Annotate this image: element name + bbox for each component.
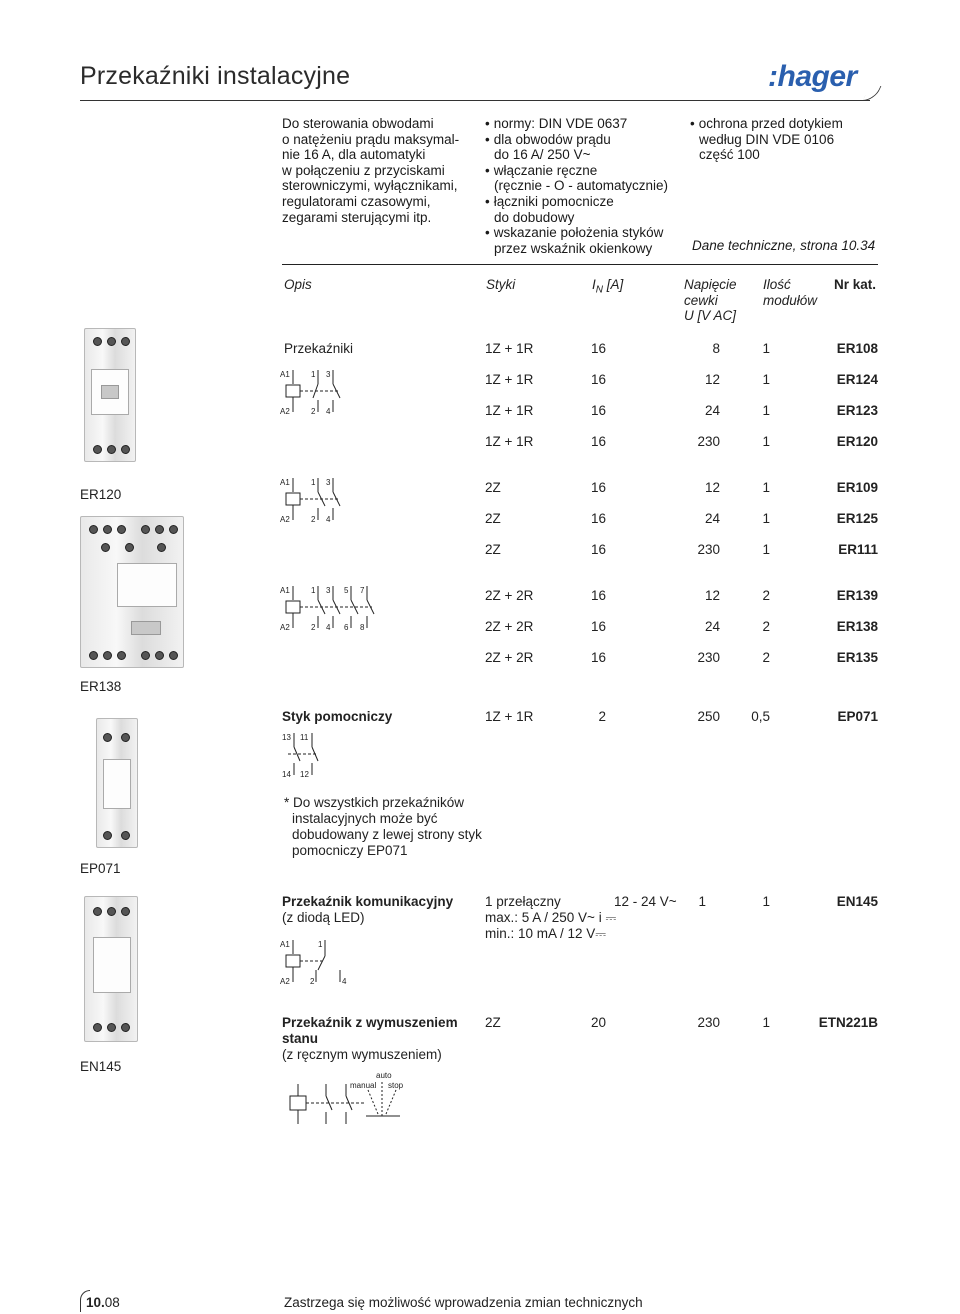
intro-line: nie 16 A, dla automatyki: [282, 147, 426, 163]
cell-modules: 1: [762, 372, 770, 387]
cell-modules: 2: [762, 588, 770, 603]
svg-text:3: 3: [326, 586, 331, 595]
aux-note: * Do wszystkich przekaźników instalacyjnych może być dobudowany z lewej strony styk pomocniczy EP071: [284, 795, 482, 858]
contact-schematic-2z2r: [280, 584, 380, 632]
cell-voltage: 24: [704, 403, 720, 418]
intro-line: Do sterowania obwodami: [282, 116, 434, 131]
er138-product-image: [80, 516, 184, 668]
cell-modules: 2: [762, 619, 770, 634]
svg-text:A2: A2: [280, 407, 290, 416]
tech-data-link[interactable]: Dane techniczne, strona 10.34: [692, 238, 876, 253]
svg-text:1: 1: [311, 370, 316, 379]
cell-voltage: 12: [704, 588, 720, 603]
cell-current: 16: [590, 434, 606, 449]
cell-catalog-number: ER125: [836, 511, 878, 526]
column-header-styki: Styki: [486, 277, 516, 292]
cell-modules: 1: [762, 894, 770, 909]
cell-modules: 1: [762, 511, 770, 526]
cell-catalog-number: ER139: [836, 588, 878, 603]
feature-bullet: • włączanie ręczne: [485, 163, 668, 179]
svg-text:A1: A1: [280, 478, 290, 487]
feature-bullet: • wskazanie położenia styków: [485, 225, 668, 241]
cell-contacts: 2Z + 2R: [485, 650, 534, 665]
cell-current: 16: [590, 619, 606, 634]
column-header-voltage: Napięcie cewki U [V AC]: [684, 277, 737, 324]
svg-text:manual: manual: [350, 1081, 377, 1090]
cell-catalog-number: EP071: [837, 709, 878, 724]
cell-current: 16: [590, 372, 606, 387]
cell-modules: 1: [762, 480, 770, 495]
cell-voltage: 12: [704, 480, 720, 495]
svg-text:3: 3: [326, 370, 331, 379]
footer-note: Zastrzega się możliwość wprowadzenia zmian technicznych: [284, 1295, 643, 1310]
cell-modules: 1: [762, 542, 770, 557]
section-relays: Przekaźniki: [284, 341, 354, 356]
section-comm-relay: Przekaźnik komunikacyjny: [282, 894, 454, 909]
page-number: 10.08: [86, 1295, 120, 1310]
intro-column-2: [485, 116, 668, 256]
cell-voltage: 12: [704, 372, 720, 387]
cell-current: 16: [590, 588, 606, 603]
cell-voltage: 230: [697, 1015, 720, 1030]
cell-contacts: 1Z + 1R: [485, 709, 534, 724]
svg-text:A2: A2: [280, 623, 290, 632]
column-header-modules: Ilość modułów: [763, 277, 818, 308]
cell-catalog-number: ER123: [836, 403, 878, 418]
cell-modules: 0,5: [751, 709, 770, 724]
intro-line: w połączeniu z przyciskami: [282, 162, 445, 178]
cell-voltage: 230: [697, 434, 720, 449]
cell-catalog-number: ER138: [836, 619, 878, 634]
column-header-opis: Opis: [284, 277, 312, 292]
svg-text:12: 12: [300, 770, 309, 779]
cell-current: 16: [590, 542, 606, 557]
cell-contacts: 2Z: [485, 511, 501, 526]
cell-contacts: 2Z + 2R: [485, 588, 534, 603]
feature-line: do dobudowy: [494, 209, 575, 225]
svg-text:4: 4: [326, 515, 331, 524]
cell-catalog-number: EN145: [836, 894, 878, 909]
cell-modules: 1: [762, 1015, 770, 1030]
svg-text:A1: A1: [280, 370, 290, 379]
intro-column-1: [282, 116, 459, 225]
svg-text:4: 4: [326, 623, 331, 632]
cell-catalog-number: ETN221B: [818, 1015, 878, 1030]
cell-voltage: 8: [712, 341, 720, 356]
cell-modules: 2: [762, 650, 770, 665]
cell-catalog-number: ER135: [836, 650, 878, 665]
svg-text:2: 2: [310, 977, 315, 986]
cell-contacts: 2Z: [485, 1015, 501, 1030]
feature-line: według DIN VDE 0106: [699, 131, 835, 147]
svg-text:A1: A1: [280, 940, 290, 949]
cell-modules: 1: [698, 894, 706, 909]
svg-text:A1: A1: [280, 586, 290, 595]
contact-schematic-changeover: [280, 938, 350, 986]
cell-voltage: 230: [697, 542, 720, 557]
cell-current: 16: [590, 341, 606, 356]
svg-text:4: 4: [342, 977, 347, 986]
section-aux-contact: Styk pomocniczy: [282, 709, 393, 724]
en145-caption: EN145: [80, 1059, 122, 1074]
section-forced-relay: Przekaźnik z wymuszeniem stanu (z ręcznym wymuszeniem): [282, 1015, 458, 1062]
cell-voltage: 24: [704, 511, 720, 526]
svg-text:5: 5: [344, 586, 349, 595]
contact-schematic-1z1r: [280, 368, 350, 416]
svg-text:11: 11: [300, 733, 309, 742]
svg-text:2: 2: [311, 515, 316, 524]
cell-voltage: 24: [704, 619, 720, 634]
svg-text:13: 13: [282, 733, 291, 742]
svg-text:1: 1: [311, 478, 316, 487]
cell-catalog-number: ER120: [836, 434, 878, 449]
cell-voltage: 230: [697, 650, 720, 665]
contact-schematic-forced: [280, 1068, 420, 1128]
intro-line: zegarami sterującymi itp.: [282, 209, 432, 225]
cell-current: 16: [590, 511, 606, 526]
cell-current: 16: [590, 403, 606, 418]
column-header-current: $I_N$ [A]: [592, 277, 624, 296]
svg-text:1: 1: [311, 586, 316, 595]
feature-bullet: • dla obwodów prądu: [485, 132, 668, 148]
header-rule: [80, 100, 870, 101]
contact-schematic-aux: [280, 731, 330, 779]
cell-catalog-number: ER111: [838, 542, 878, 557]
feature-line: część 100: [699, 147, 760, 163]
cell-voltage: 12 - 24 V~: [614, 894, 677, 909]
er138-caption: ER138: [80, 679, 122, 694]
feature-line: przez wskaźnik okienkowy: [494, 240, 653, 256]
cell-contacts: 2Z: [485, 480, 501, 495]
column-header-catalog-number: Nr kat.: [834, 277, 877, 292]
cell-voltage: 250: [697, 709, 720, 724]
contact-schematic-2z: [280, 476, 350, 524]
header-rule-curl: [863, 86, 882, 101]
feature-line: do 16 A/ 250 V~: [494, 147, 591, 163]
cell-modules: 1: [762, 403, 770, 418]
cell-contacts: 1Z + 1R: [485, 434, 534, 449]
feature-bullet: • ochrona przed dotykiem: [690, 116, 843, 132]
svg-text:14: 14: [282, 770, 291, 779]
comm-specs: 1 przełączny max.: 5 A / 250 V~ i ⎓ min.: 10 mA / 12 V⎓: [485, 894, 617, 941]
svg-text:A2: A2: [280, 515, 290, 524]
cell-contacts: 2Z: [485, 542, 501, 557]
intro-line: o natężeniu prądu maksymal-: [282, 131, 460, 147]
cell-modules: 1: [762, 434, 770, 449]
cell-contacts: 2Z + 2R: [485, 619, 534, 634]
er120-product-image: [84, 328, 136, 462]
svg-text:3: 3: [326, 478, 331, 487]
feature-bullet: • łączniki pomocnicze: [485, 194, 668, 210]
en145-product-image: [84, 896, 138, 1042]
svg-text:4: 4: [326, 407, 331, 416]
svg-text:6: 6: [344, 623, 349, 632]
svg-text:auto: auto: [376, 1071, 392, 1080]
svg-text:7: 7: [360, 586, 365, 595]
cell-contacts: 1Z + 1R: [485, 403, 534, 418]
page-title: Przekaźniki instalacyjne: [80, 62, 351, 90]
svg-text:A2: A2: [280, 977, 290, 986]
hager-logo: :hager: [768, 60, 857, 93]
cell-current: 2: [598, 709, 606, 724]
feature-line: (ręcznie - O - automatycznie): [494, 178, 669, 194]
cell-contacts: 1Z + 1R: [485, 372, 534, 387]
ep071-caption: EP071: [80, 861, 121, 876]
cell-current: 16: [590, 480, 606, 495]
feature-bullet: • normy: DIN VDE 0637: [485, 116, 668, 132]
table-header-rule: [282, 264, 878, 265]
cell-current: 16: [590, 650, 606, 665]
svg-text:8: 8: [360, 623, 365, 632]
intro-line: sterowniczymi, wyłącznikami,: [282, 178, 458, 194]
cell-modules: 1: [762, 341, 770, 356]
cell-contacts: 1Z + 1R: [485, 341, 534, 356]
svg-text:2: 2: [311, 623, 316, 632]
cell-catalog-number: ER124: [836, 372, 878, 387]
ep071-product-image: [96, 718, 138, 848]
svg-text:2: 2: [311, 407, 316, 416]
cell-catalog-number: ER108: [836, 341, 878, 356]
cell-current: 20: [590, 1015, 606, 1030]
svg-text:stop: stop: [388, 1081, 404, 1090]
section-comm-relay-sub: (z diodą LED): [282, 910, 365, 925]
svg-text:1: 1: [318, 940, 323, 949]
intro-line: regulatorami czasowymi,: [282, 193, 431, 209]
intro-column-3: [690, 116, 843, 163]
cell-catalog-number: ER109: [836, 480, 878, 495]
er120-caption: ER120: [80, 487, 122, 502]
